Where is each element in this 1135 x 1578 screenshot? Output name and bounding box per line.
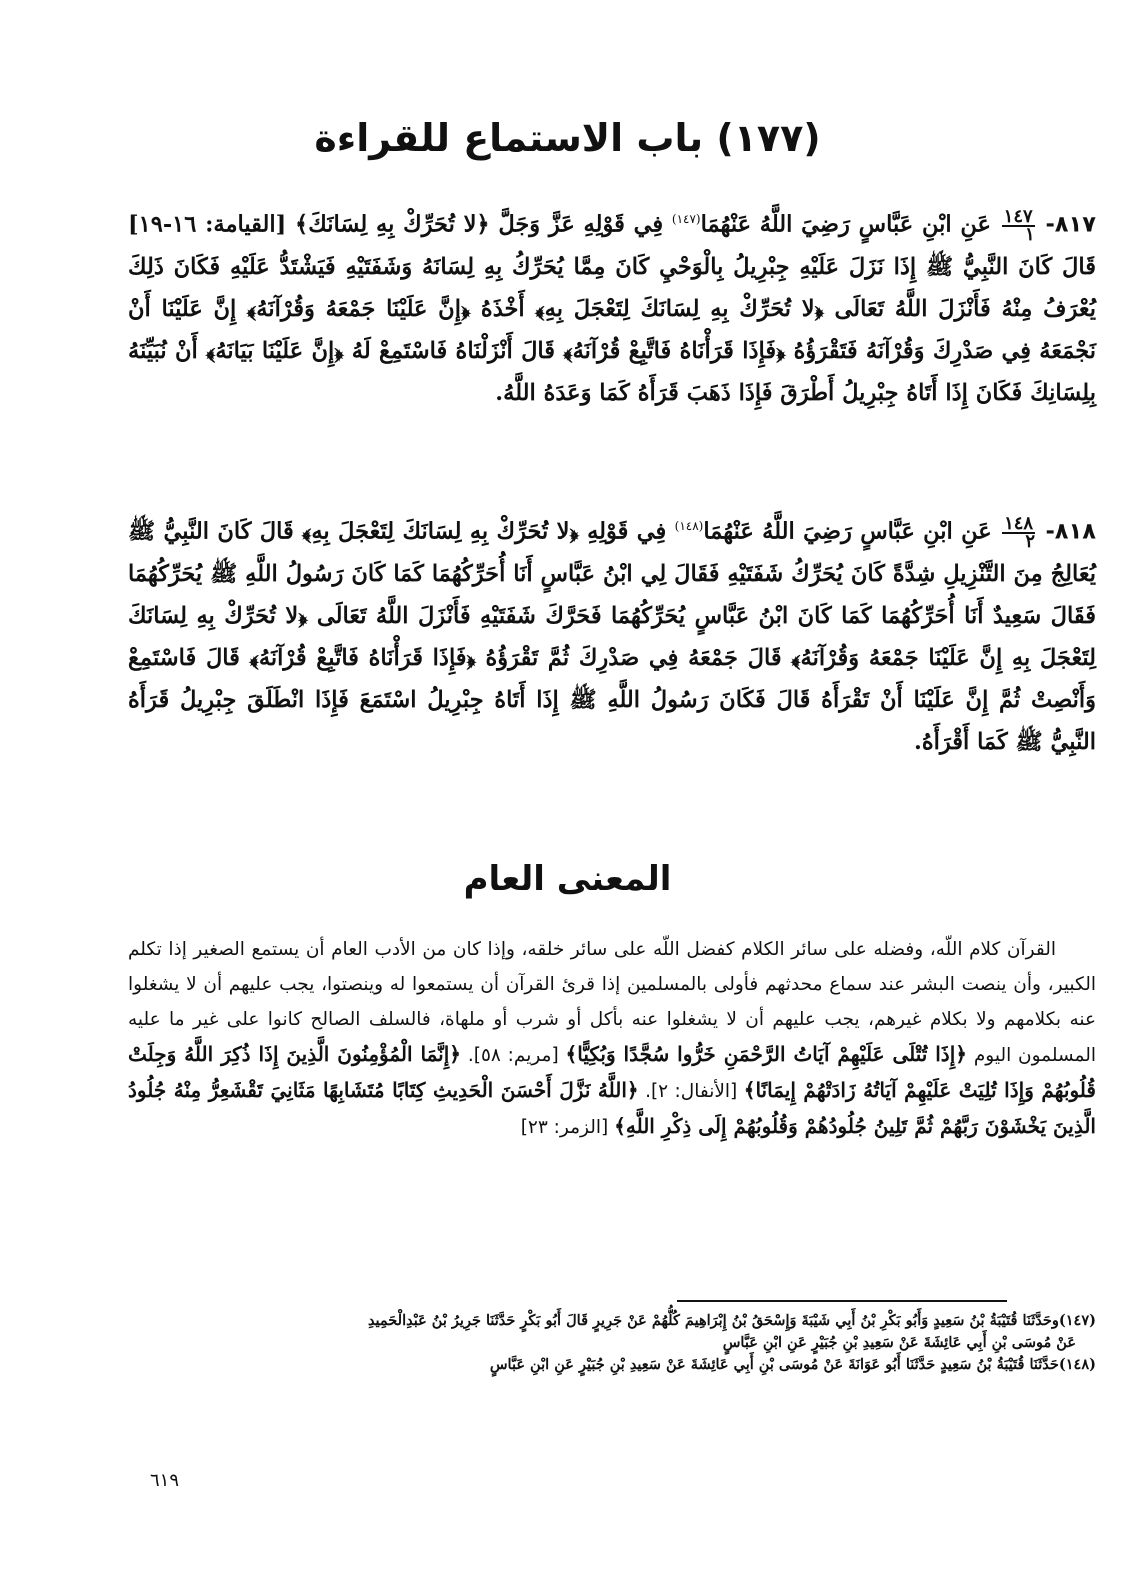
hadith-reference-fraction xyxy=(1002,205,1035,245)
verse-reference: [الأنفال: ٢]. xyxy=(645,1081,738,1102)
quran-verse: ﴿إِذَا تُتْلَى عَلَيْهِمْ آيَاتُ الرَّحْمَنِ خَرُّوا سُجَّدًا وَبُكِيًّا﴾ xyxy=(565,1042,967,1066)
footnote-continuation: عَنْ مُوسَى بْنِ أَبِي عَائِشَةَ عَنْ سَعِيدِ بْنِ جُبَيْرٍ عَنِ ابْنِ عَبَّاسٍ xyxy=(722,1334,1076,1351)
page-number: ٦١٩ xyxy=(150,1470,180,1491)
general-meaning-text: القرآن كلام اللّه، وفضله على سائر الكلام كفضل اللّه على سائر خلقه، وإذا كان من الأدب العام أن يستمع الصغير إذا تكلم الكبير، وأن ينصت البشر عند سماع محدثهم فأولى بالمسلمين إذا قرئ القرآن أن يستمعوا له وينصتوا، يجب عليهم أن لا يشغلوا عنه بكلامهم ولا بكلام غيرهم، يجب عليهم أن لا يشغلوا عنه بأكل أو شرب أو ملهاة، فالسلف الصالح كانوا على غير ما عليه المسلمون اليوم xyxy=(128,939,1096,1066)
hadith-number: ٨١٨- xyxy=(1045,518,1096,545)
footnote-number: (١٤٧) xyxy=(1058,1312,1096,1329)
hadith-narrator: عَنِ ابْنِ عَبَّاسٍ رَضِيَ اللَّهُ عَنْهُمَا xyxy=(703,518,992,545)
general-meaning-paragraph xyxy=(128,932,1096,1145)
footnote-148 xyxy=(128,1354,1096,1376)
footnote-number: (١٤٨) xyxy=(1058,1356,1096,1373)
fraction-bottom: ١ xyxy=(1025,223,1035,245)
hadith-817 xyxy=(128,198,1096,414)
hadith-text: فِي قَوْلِهِ ﴿لا تُحَرِّكْ بِهِ لِسَانَكَ لِتَعْجَلَ بِهِ﴾ قَالَ كَانَ النَّبِيُّ ﷺ يُعَالِجُ مِنَ التَّنْزِيلِ شِدَّةً كَانَ يُحَرِّكُ شَفَتَيْهِ فَقَالَ لِي ابْنُ عَبَّاسٍ أَنَا أُحَرِّكُهُمَا كَمَا كَانَ رَسُولُ اللَّهِ ﷺ يُحَرِّكُهُمَا فَقَالَ سَعِيدٌ أَنَا أُحَرِّكُهُمَا كَمَا كَانَ ابْنُ عَبَّاسٍ يُحَرِّكُهُمَا فَحَرَّكَ شَفَتَيْهِ فَأَنْزَلَ اللَّهُ تَعَالَى ﴿لا تُحَرِّكْ بِهِ لِسَانَكَ لِتَعْجَلَ بِهِ إِنَّ عَلَيْنَا جَمْعَهُ وَقُرْآنَهُ﴾ قَالَ جَمْعَهُ فِي صَدْرِكَ ثُمَّ تَقْرَؤُهُ ﴿فَإِذَا قَرَأْنَاهُ فَاتَّبِعْ قُرْآنَهُ﴾ قَالَ فَاسْتَمِعْ وَأَنْصِتْ ثُمَّ إِنَّ عَلَيْنَا أَنْ تَقْرَأَهُ قَالَ فَكَانَ رَسُولُ اللَّهِ ﷺ إِذَا أَتَاهُ جِبْرِيلُ اسْتَمَعَ فَإِذَا انْطَلَقَ جِبْرِيلُ قَرَأَهُ النَّبِيُّ ﷺ كَمَا أَقْرَأَهُ. xyxy=(128,518,1096,755)
hadith-818 xyxy=(128,505,1096,763)
hadith-narrator: عَنِ ابْنِ عَبَّاسٍ رَضِيَ اللَّهُ عَنْهُمَا xyxy=(700,211,991,238)
verse-reference: [مريم: ٥٨]. xyxy=(467,1045,559,1066)
verse-reference: [الزمر: ٢٣] xyxy=(520,1117,609,1138)
footnotes xyxy=(128,1310,1096,1376)
section-title-general-meaning: المعنى العام xyxy=(463,859,672,899)
hadith-reference-fraction xyxy=(1002,512,1036,552)
footnote-reference[interactable]: (١٤٧) xyxy=(671,212,701,226)
footnote-text: وحَدَّثَنَا قُتَيْبَةُ بْنُ سَعِيدٍ وَأَبُو بَكْرِ بْنُ أَبِي شَيْبَةَ وَإِسْحَقُ بْنُ إِبْرَاهِيمَ كُلُّهُمْ عَنْ جَرِيرٍ قَالَ أَبُو بَكْرٍ حَدَّثَنَا جَرِيرُ بْنُ عَبْدِالْحَمِيدِ xyxy=(367,1312,1059,1329)
hadith-text: فِي قَوْلِهِ عَزَّ وَجَلَّ ﴿لا تُحَرِّكْ بِهِ لِسَانَكَ﴾ [القيامة: ١٦-١٩] قَالَ كَانَ النَّبِيُّ ﷺ إِذَا نَزَلَ عَلَيْهِ جِبْرِيلُ بِالْوَحْيِ كَانَ مِمَّا يُحَرِّكُ بِهِ لِسَانَهُ وَشَفَتَيْهِ فَيَشْتَدُّ عَلَيْهِ فَكَانَ ذَلِكَ يُعْرَفُ مِنْهُ فَأَنْزَلَ اللَّهُ تَعَالَى ﴿لا تُحَرِّكْ بِهِ لِسَانَكَ لِتَعْجَلَ بِهِ﴾ أَخْذَهُ ﴿إِنَّ عَلَيْنَا جَمْعَهُ وَقُرْآنَهُ﴾ إِنَّ عَلَيْنَا أَنْ نَجْمَعَهُ فِي صَدْرِكَ وَقُرْآنَهُ فَتَقْرَؤُهُ ﴿فَإِذَا قَرَأْنَاهُ فَاتَّبِعْ قُرْآنَهُ﴾ قَالَ أَنْزَلْنَاهُ فَاسْتَمِعْ لَهُ ﴿إِنَّ عَلَيْنَا بَيَانَهُ﴾ أَنْ نُبَيِّنَهُ بِلِسَانِكَ فَكَانَ إِذَا أَتَاهُ جِبْرِيلُ أَطْرَقَ فَإِذَا ذَهَبَ قَرَأَهُ كَمَا وَعَدَهُ اللَّهُ. xyxy=(128,211,1096,406)
quran-verse: ﴿إِنَّمَا الْمُؤْمِنُونَ الَّذِينَ إِذَا ذُكِرَ اللَّهُ وَجِلَتْ قُلُوبُهُمْ وَإِذَا تُلِيَتْ عَلَيْهِمْ آيَاتُهُ زَادَتْهُمْ إِيمَانًا﴾ xyxy=(128,1042,1096,1102)
fraction-top: ١٤٧ xyxy=(1003,205,1033,227)
quran-verse: ﴿اللَّهُ نَزَّلَ أَحْسَنَ الْحَدِيثِ كِتَابًا مُتَشَابِهًا مَثَانِيَ تَقْشَعِرُّ مِنْهُ جُلُودُ الَّذِينَ يَخْشَوْنَ رَبَّهُمْ ثُمَّ تَلِينُ جُلُودُهُمْ وَقُلُوبُهُمْ إِلَى ذِكْرِ اللَّهِ﴾ xyxy=(128,1078,1096,1138)
footnote-147 xyxy=(128,1310,1096,1354)
hadith-number: ٨١٧- xyxy=(1045,211,1096,238)
fraction-top: ١٤٨ xyxy=(1004,512,1034,534)
chapter-title: (١٧٧) باب الاستماع للقراءة xyxy=(314,116,821,160)
footnote-text: حَدَّثَنَا قُتَيْبَةُ بْنُ سَعِيدٍ حَدَّثَنَا أَبُو عَوَانَةَ عَنْ مُوسَى بْنِ أَبِي عَائِشَةَ عَنْ سَعِيدِ بْنِ جُبَيْرٍ عَنِ ابْنِ عَبَّاسٍ xyxy=(489,1356,1059,1373)
fraction-bottom: ٢ xyxy=(1025,530,1036,552)
footnote-divider xyxy=(677,1300,1007,1302)
footnote-reference[interactable]: (١٤٨) xyxy=(674,519,704,533)
